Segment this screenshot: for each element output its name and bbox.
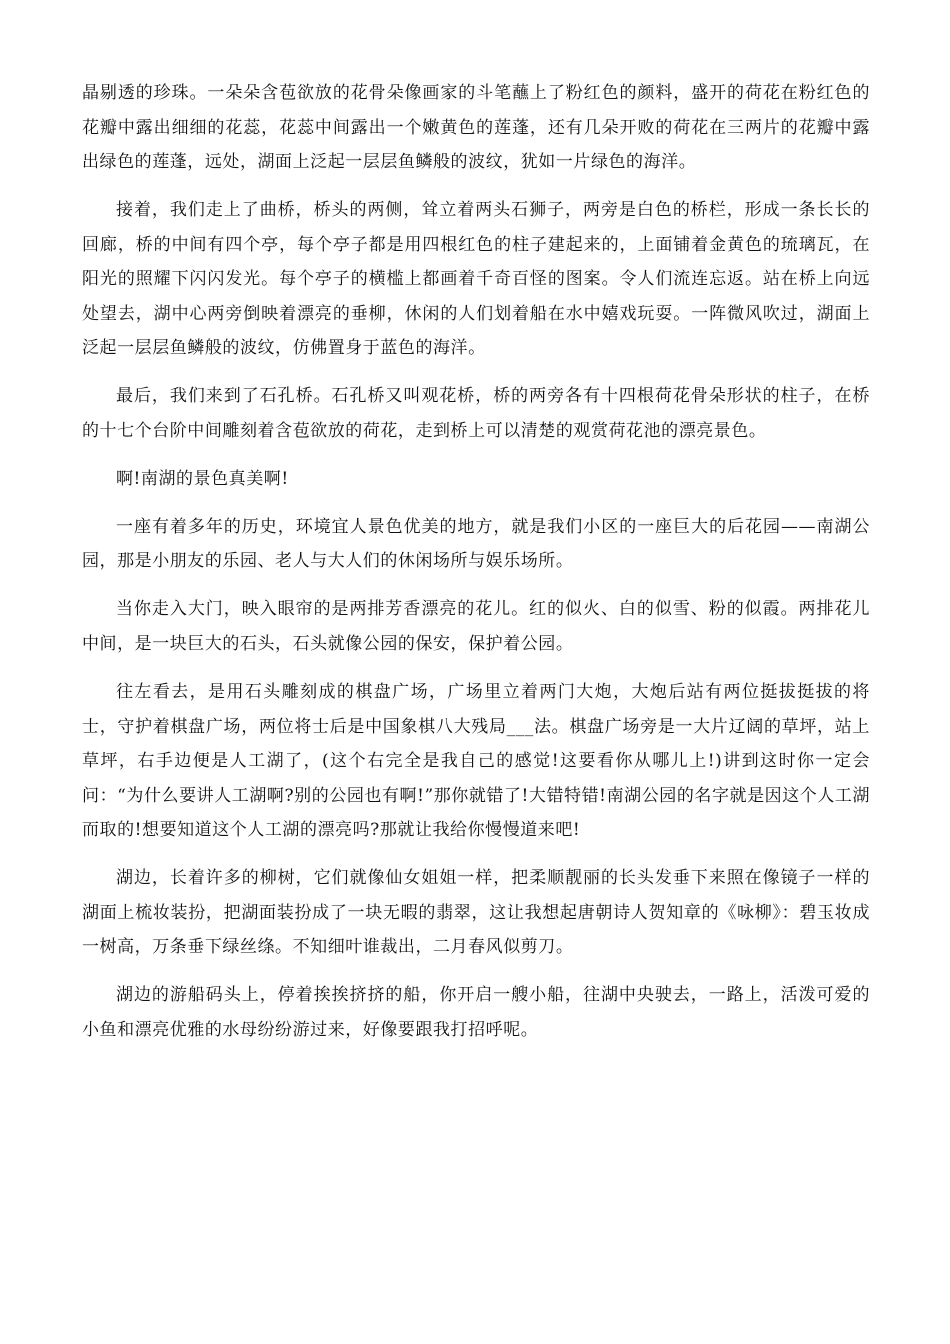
paragraph-stone-arch-bridge: 最后，我们来到了石孔桥。石孔桥又叫观花桥，桥的两旁各有十四根荷花骨朵形状的柱子，在桥的十七个台阶中间雕刻着含苞欲放的荷花，走到桥上可以清楚的观赏荷花池的漂亮景色。 xyxy=(82,386,870,441)
paragraph-continued: 晶剔透的珍珠。一朵朵含苞欲放的花骨朵像画家的斗笔蘸上了粉红色的颜料，盛开的荷花在粉红色的花瓣中露出细细的花蕊，花蕊中间露出一个嫩黄色的莲蓬，还有几朵开败的荷花在三两片的花瓣中露出绿色的莲蓬，远处，湖面上泛起一层层鱼鳞般的波纹，犹如一片绿色的海洋。 xyxy=(82,83,870,172)
document-body xyxy=(82,76,870,1061)
paragraph-park-intro: 一座有着多年的历史，环境宜人景色优美的地方，就是我们小区的一座巨大的后花园——南湖公园，那是小朋友的乐园、老人与大人们的休闲场所与娱乐场所。 xyxy=(82,516,870,572)
paragraph-entrance: 当你走入大门，映入眼帘的是两排芳香漂亮的花儿。红的似火、白的似雪、粉的似霞。两排花儿中间，是一块巨大的石头，石头就像公园的保安，保护着公园。 xyxy=(82,599,870,654)
paragraph-chess-square: 往左看去，是用石头雕刻成的棋盘广场，广场里立着两门大炮，大炮后站有两位挺拔挺拔的将士，守护着棋盘广场，两位将士后是中国象棋八大残局___法。棋盘广场旁是一大片辽阔的草坪，站上草坪，右手边便是人工湖了，(这个右完全是我自己的感觉!这要看你从哪儿上!)讲到这时你一定会问：“为什么要讲人工湖啊?别的公园也有啊!”那你就错了!大错特错!南湖公园的名字就是因这个人工湖而取的!想要知道这个人工湖的漂亮吗?那就让我给你慢慢道来吧! xyxy=(82,682,870,841)
paragraph-willows: 湖边，长着许多的柳树，它们就像仙女姐姐一样，把柔顺靓丽的长头发垂下来照在像镜子一样的湖面上梳妆装扮，把湖面装扮成了一块无暇的翡翠，这让我想起唐朝诗人贺知章的《咏柳》：碧玉妆成一树高，万条垂下绿丝绦。不知细叶谁裁出，二月春风似剪刀。 xyxy=(82,868,870,958)
paragraph-exclamation: 啊!南湖的景色真美啊! xyxy=(116,468,289,489)
paragraph-curved-bridge: 接着，我们走上了曲桥，桥头的两侧，耸立着两头石狮子，两旁是白色的桥栏，形成一条长长的回廊，桥的中间有四个亭，每个亭子都是用四根红色的柱子建起来的，上面铺着金黄色的琉璃瓦，在阳光的照耀下闪闪发光。每个亭子的横槛上都画着千奇百怪的图案。令人们流连忘返。站在桥上向远处望去，湖中心两旁倒映着漂亮的垂柳，休闲的人们划着船在水中嬉戏玩耍。一阵微风吹过，湖面上泛起一层层鱼鳞般的波纹，仿佛置身于蓝色的海洋。 xyxy=(82,200,870,359)
paragraph-boat-dock: 湖边的游船码头上，停着挨挨挤挤的船，你开启一艘小船，往湖中央驶去，一路上，活泼可爱的小鱼和漂亮优雅的水母纷纷游过来，好像要跟我打招呼呢。 xyxy=(82,985,870,1040)
